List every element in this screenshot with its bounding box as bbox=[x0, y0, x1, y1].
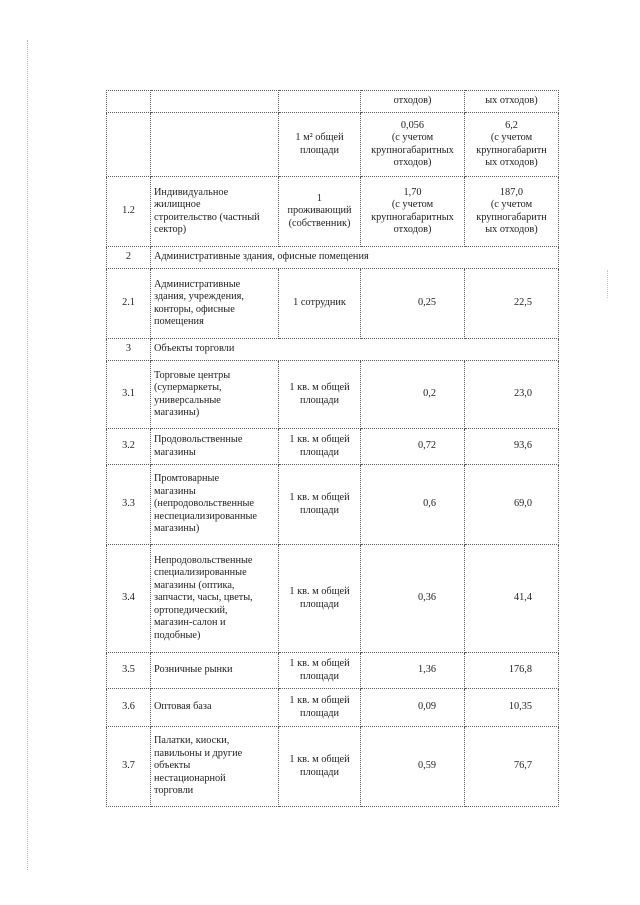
row-value-annual: 93,6 bbox=[465, 429, 559, 465]
row-name-cell bbox=[151, 269, 279, 339]
row-unit: 1 кв. м общей площади bbox=[289, 434, 350, 458]
row-unit: 1 проживающий (собственник) bbox=[287, 192, 352, 229]
row-number: 3.1 bbox=[107, 361, 151, 429]
row-value-daily: 0,2 bbox=[361, 361, 465, 429]
row-value-annual: 176,8 bbox=[465, 653, 559, 689]
row-name: Непродовольственные специализированные магазины (оптика, запчасти, часы, цветы, ортопедический, магазин-салон и подобные) bbox=[154, 554, 253, 641]
row-unit: 1 кв. м общей площади bbox=[289, 658, 350, 682]
row-name: Продовольственные магазины bbox=[154, 434, 243, 458]
header-v1-cell bbox=[361, 91, 465, 113]
table-row bbox=[107, 177, 559, 247]
row-name: Розничные рынки bbox=[154, 664, 233, 676]
row-name: Промтоварные магазины (непродовольственные неспециализированные магазины) bbox=[154, 473, 257, 535]
scan-edge-mark bbox=[607, 270, 608, 298]
row-unit: 1 кв. м общей площади bbox=[289, 754, 350, 778]
header-v1-text: отходов) bbox=[393, 95, 432, 107]
section-row bbox=[107, 247, 559, 269]
section-title: Административные здания, офисные помещения bbox=[151, 247, 559, 269]
row-name-cell bbox=[151, 545, 279, 653]
row-value-daily: 0,36 bbox=[361, 545, 465, 653]
header-unit-cell bbox=[279, 113, 361, 177]
row-number: 3.2 bbox=[107, 429, 151, 465]
section-title: Объекты торговли bbox=[151, 339, 559, 361]
row-value-annual: 187,0 (с учетом крупногабаритн ых отходов) bbox=[476, 186, 547, 235]
row-value-annual: 76,7 bbox=[465, 727, 559, 807]
row-name: Оптовая база bbox=[154, 701, 212, 713]
row-name: Палатки, киоски, павильоны и другие объекты нестационарной торговли bbox=[154, 735, 243, 797]
row-unit: 1 кв. м общей площади bbox=[289, 586, 350, 610]
row-unit: 1 сотрудник bbox=[293, 297, 346, 309]
row-unit: 1 кв. м общей площади bbox=[289, 492, 350, 516]
row-name-cell bbox=[151, 361, 279, 429]
header-unit-text: 1 м² общей площади bbox=[295, 132, 344, 156]
row-unit-cell bbox=[279, 465, 361, 545]
row-number: 1.2 bbox=[107, 177, 151, 247]
header-v2-text: ых отходов) bbox=[485, 95, 538, 107]
header-row bbox=[107, 91, 559, 113]
row-number: 3.3 bbox=[107, 465, 151, 545]
row-name-cell bbox=[151, 727, 279, 807]
row-value-daily: 0,25 bbox=[361, 269, 465, 339]
row-value-annual: 23,0 bbox=[465, 361, 559, 429]
row-unit-cell bbox=[279, 361, 361, 429]
row-name: Индивидуальное жилищное строительство (частный сектор) bbox=[154, 186, 260, 235]
header-v1-cell bbox=[361, 113, 465, 177]
row-name: Торговые центры (супермаркеты, универсальные магазины) bbox=[154, 369, 231, 418]
row-value-annual: 69,0 bbox=[465, 465, 559, 545]
row-name-cell bbox=[151, 429, 279, 465]
row-value-daily: 0,6 bbox=[361, 465, 465, 545]
row-value-daily: 0,09 bbox=[361, 689, 465, 727]
table-row bbox=[107, 689, 559, 727]
row-value-daily: 1,70 (с учетом крупногабаритных отходов) bbox=[371, 186, 454, 235]
row-unit-cell bbox=[279, 653, 361, 689]
row-unit-cell bbox=[279, 727, 361, 807]
row-unit-cell bbox=[279, 545, 361, 653]
row-unit: 1 кв. м общей площади bbox=[289, 382, 350, 406]
norms-table-body bbox=[107, 91, 559, 807]
scan-margin-line bbox=[27, 40, 28, 870]
row-value-daily: 0,59 bbox=[361, 727, 465, 807]
row-number: 2.1 bbox=[107, 269, 151, 339]
table-row bbox=[107, 465, 559, 545]
table-row bbox=[107, 653, 559, 689]
row-value-annual-cell bbox=[465, 177, 559, 247]
row-value-annual: 22,5 bbox=[465, 269, 559, 339]
section-number: 2 bbox=[107, 247, 151, 269]
table-row bbox=[107, 727, 559, 807]
row-unit: 1 кв. м общей площади bbox=[289, 695, 350, 719]
table-row bbox=[107, 429, 559, 465]
header-v2-cell bbox=[465, 113, 559, 177]
row-unit-cell bbox=[279, 269, 361, 339]
header-v2-cell bbox=[465, 91, 559, 113]
header-v2-text: 6,2 (с учетом крупногабаритн ых отходов) bbox=[476, 119, 547, 168]
header-name-cell bbox=[151, 91, 279, 113]
row-number: 3.4 bbox=[107, 545, 151, 653]
row-value-daily: 0,72 bbox=[361, 429, 465, 465]
norms-table bbox=[106, 90, 559, 807]
table-row bbox=[107, 361, 559, 429]
row-number: 3.6 bbox=[107, 689, 151, 727]
row-number: 3.5 bbox=[107, 653, 151, 689]
row-value-annual: 41,4 bbox=[465, 545, 559, 653]
row-name-cell bbox=[151, 465, 279, 545]
row-name-cell bbox=[151, 653, 279, 689]
row-value-daily: 1,36 bbox=[361, 653, 465, 689]
table-row bbox=[107, 545, 559, 653]
table-row bbox=[107, 269, 559, 339]
row-name: Административные здания, учреждения, конторы, офисные помещения bbox=[154, 278, 244, 327]
section-number: 3 bbox=[107, 339, 151, 361]
row-value-daily-cell bbox=[361, 177, 465, 247]
header-row bbox=[107, 113, 559, 177]
row-value-annual: 10,35 bbox=[465, 689, 559, 727]
header-unit-cell bbox=[279, 91, 361, 113]
row-number: 3.7 bbox=[107, 727, 151, 807]
header-v1-text: 0,056 (с учетом крупногабаритных отходов) bbox=[371, 119, 454, 168]
row-unit-cell bbox=[279, 429, 361, 465]
section-row bbox=[107, 339, 559, 361]
header-num-cell bbox=[107, 91, 151, 113]
row-name-cell bbox=[151, 177, 279, 247]
header-name-cell bbox=[151, 113, 279, 177]
row-unit-cell bbox=[279, 689, 361, 727]
header-num-cell bbox=[107, 113, 151, 177]
row-unit-cell bbox=[279, 177, 361, 247]
row-name-cell bbox=[151, 689, 279, 727]
